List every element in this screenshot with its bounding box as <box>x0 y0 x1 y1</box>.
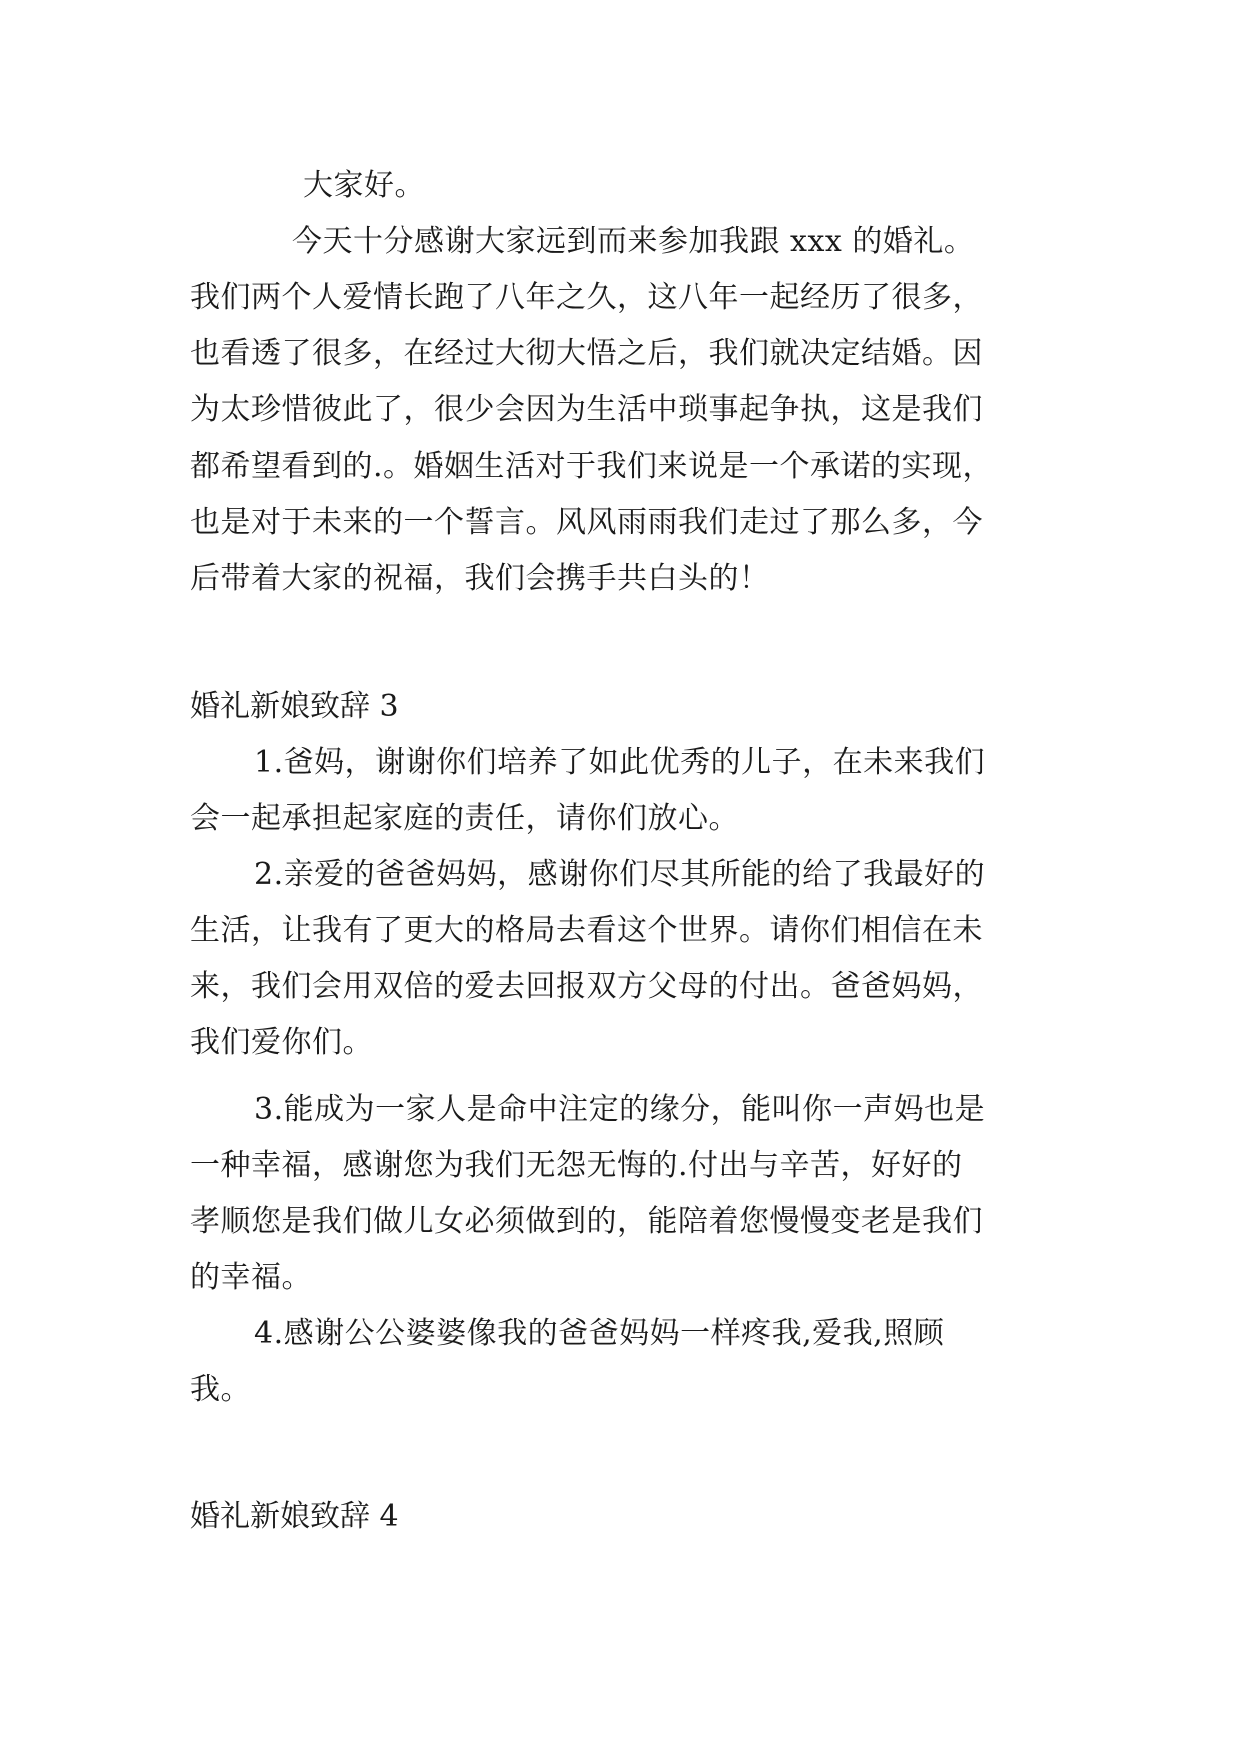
list-item-line: 4.感谢公公婆婆像我的爸爸妈妈一样疼我,爱我,照顾 <box>254 1316 945 1351</box>
list-item-line: 2.亲爱的爸爸妈妈，感谢你们尽其所能的给了我最好的 <box>254 857 986 892</box>
paragraph-line: 后带着大家的祝福，我们会携手共白头的！ <box>190 561 770 596</box>
list-item-line: 我。 <box>190 1372 251 1407</box>
paragraph-line: 也是对于未来的一个誓言。风风雨雨我们走过了那么多，今 <box>190 505 983 540</box>
paragraph-line: 为太珍惜彼此了，很少会因为生活中琐事起争执，这是我们 <box>190 392 983 427</box>
list-item-line: 3.能成为一家人是命中注定的缘分，能叫你一声妈也是 <box>254 1092 986 1127</box>
list-item-line: 我们爱你们。 <box>190 1025 373 1060</box>
section-heading: 婚礼新娘致辞 4 <box>190 1499 399 1534</box>
greeting-line: 大家好。 <box>303 168 425 203</box>
paragraph-line: 我们两个人爱情长跑了八年之久，这八年一起经历了很多， <box>190 280 983 315</box>
paragraph-line: 也看透了很多，在经过大彻大悟之后，我们就决定结婚。因 <box>190 336 983 371</box>
list-item-line: 孝顺您是我们做儿女必须做到的，能陪着您慢慢变老是我们 <box>190 1204 983 1239</box>
paragraph-line: 都希望看到的.。婚姻生活对于我们来说是一个承诺的实现， <box>190 449 994 484</box>
list-item-line: 的幸福。 <box>190 1260 312 1295</box>
list-item-line: 1.爸妈，谢谢你们培养了如此优秀的儿子，在未来我们 <box>254 745 986 780</box>
list-item-line: 来，我们会用双倍的爱去回报双方父母的付出。爸爸妈妈， <box>190 969 983 1004</box>
list-item-line: 生活，让我有了更大的格局去看这个世界。请你们相信在未 <box>190 913 983 948</box>
list-item-line: 一种幸福，感谢您为我们无怨无悔的.付出与辛苦，好好的 <box>190 1148 963 1183</box>
paragraph-line: 今天十分感谢大家远到而来参加我跟 xxx 的婚礼。 <box>292 224 975 259</box>
section-heading: 婚礼新娘致辞 3 <box>190 689 399 724</box>
list-item-line: 会一起承担起家庭的责任，请你们放心。 <box>190 801 739 836</box>
